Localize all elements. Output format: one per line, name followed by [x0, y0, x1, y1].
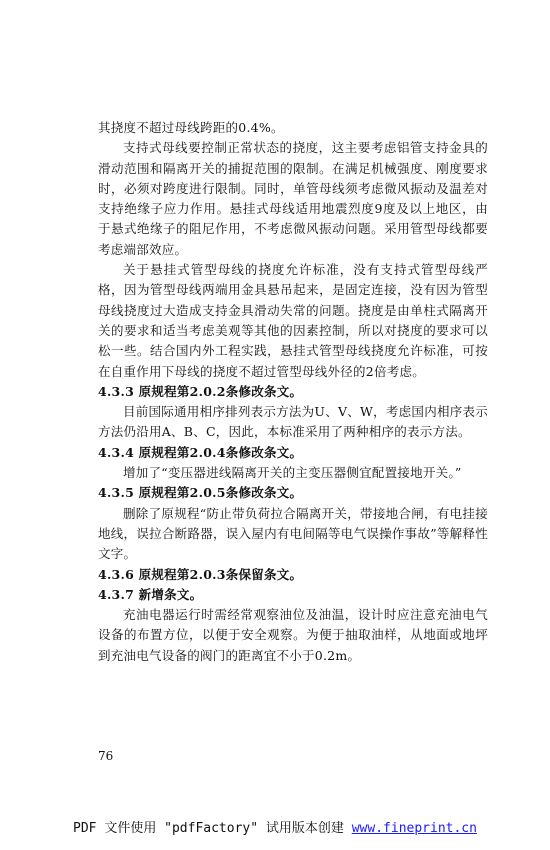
footer-text: PDF 文件使用 "pdfFactory" 试用版本创建 — [73, 821, 352, 836]
paragraph-7: 充油电器运行时需经常观察油位及油温，设计时应注意充油电气设备的布置方位，以便于安全观察。为便于抽取油样，从地面或地坪到充油电气设备的阀门的距离宜不小于0.2m。 — [98, 607, 488, 663]
paragraph-5: 增加了“变压器进线隔离开关的主变压器侧宜配置接地开关。” — [123, 465, 462, 481]
clause-text: 原规程第2.0.4条修改条文。 — [138, 444, 303, 460]
clause-number: 4.3.7 — [98, 586, 135, 602]
paragraph-1: 其挠度不超过母线跨距的0.4%。 — [98, 120, 284, 135]
clause-text: 原规程第2.0.2条修改条文。 — [138, 383, 303, 399]
page-number: 76 — [98, 749, 114, 763]
paragraph-3: 关于悬挂式管型母线的挠度允许标准，没有支持式管型母线严格，因为管型母线两端用金具悬吊起来，是固定连接，没有因为管型母线挠度过大造成支持金具滑动失常的问题。挠度是由单柱式隔离开关的要求和适当考虑美观等其他的因素控制，所以对挠度的要求可以松一些。结合国内外工程实践，悬挂式管型母线挠度允许标准，可按在自重作用下母线的挠度不超过管型母线外径的2倍考虑。 — [98, 262, 488, 379]
clause-text: 原规程第2.0.3条保留条文。 — [138, 566, 303, 582]
paragraph-4: 目前国际通用相序排列表示方法为U、V、W，考虑国内相序表示方法仍沿用A、B、C，因此，本标准采用了两种相序的表示方法。 — [98, 404, 488, 440]
clause-text: 新增条文。 — [138, 586, 203, 602]
page-body — [98, 118, 488, 666]
clause-number: 4.3.3 — [98, 383, 135, 399]
clause-heading-4-3-4 — [98, 443, 488, 463]
paragraph-6: 删除了原规程“防止带负荷拉合隔离开关，带接地合闸，有电挂接地线，误拉合断路器，误入屋内有电间隔等电气误操作事故”等解释性文字。 — [98, 505, 488, 562]
paragraph-2: 支持式母线要控制正常状态的挠度，这主要考虑铝管支持金具的滑动范围和隔离开关的捕捉范围的限制。在满足机械强度、刚度要求时，必须对跨度进行限制。同时，单管母线须考虑微风振动及温差对支持绝缘子应力作用。悬挂式母线适用地震烈度9度及以上地区，由于悬式绝缘子的阻尼作用，不考虑微风振动问题。采用管型母线都要考虑端部效应。 — [98, 140, 488, 257]
footer-link[interactable]: www.fineprint.cn — [351, 821, 477, 836]
clause-heading-4-3-7 — [98, 585, 488, 605]
clause-heading-4-3-5 — [98, 483, 488, 503]
pdf-footer — [0, 817, 550, 836]
clause-number: 4.3.5 — [98, 485, 135, 501]
clause-heading-4-3-6 — [98, 565, 488, 585]
clause-number: 4.3.4 — [98, 444, 135, 460]
clause-heading-4-3-3 — [98, 382, 488, 402]
clause-text: 原规程第2.0.5条修改条文。 — [138, 485, 303, 501]
clause-number: 4.3.6 — [98, 566, 135, 582]
